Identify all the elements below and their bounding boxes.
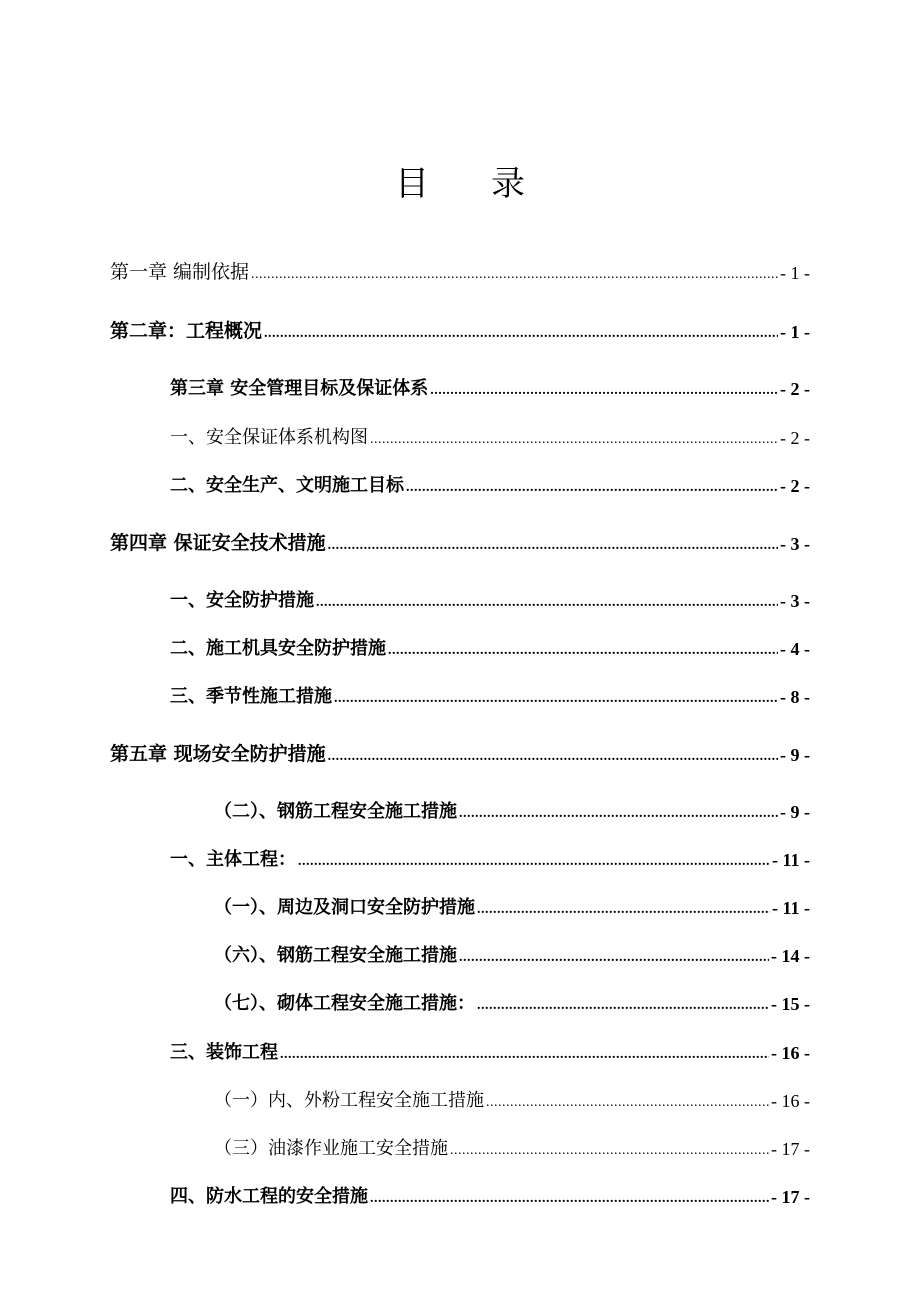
toc-dot-leader: [251, 266, 778, 284]
toc-dot-leader: [328, 537, 778, 555]
toc-dot-leader: [280, 1046, 769, 1064]
toc-entry-safety-goals[interactable]: [170, 467, 810, 497]
toc-entry-decoration-works[interactable]: [170, 1034, 810, 1064]
toc-entry-label: （二）、钢筋工程安全施工措施: [214, 801, 457, 822]
toc-dot-leader: [430, 382, 778, 400]
toc-entry-masonry-safety[interactable]: [214, 985, 810, 1015]
toc-page-number: - 3 -: [780, 591, 810, 611]
toc-entry-edge-opening-protection[interactable]: [214, 889, 810, 919]
toc-entry-label: 第五章 现场安全防护措施: [110, 743, 326, 765]
toc-entry-label: （三）油漆作业施工安全措施: [214, 1138, 448, 1159]
toc-title: [0, 156, 920, 205]
toc-page-number: - 11 -: [772, 850, 810, 870]
toc-page-number: - 11 -: [772, 898, 810, 918]
toc-page-number: - 8 -: [780, 687, 810, 707]
toc-entry-machinery-protection[interactable]: [170, 630, 810, 660]
toc-entry-label: （七）、砌体工程安全施工措施：: [214, 993, 475, 1014]
toc-entry-label: 一、主体工程：: [170, 849, 296, 870]
toc-title-right: 录: [491, 164, 525, 204]
toc-page-number: - 17 -: [771, 1139, 810, 1159]
toc-entry-seasonal-measures[interactable]: [170, 678, 810, 708]
toc-entry-label: （六）、钢筋工程安全施工措施: [214, 945, 457, 966]
toc-page-number: - 14 -: [771, 946, 810, 966]
toc-dot-leader: [450, 1142, 769, 1160]
toc-page-number: - 1 -: [780, 322, 810, 342]
toc-entry-label: 第三章 安全管理目标及保证体系: [170, 378, 429, 399]
toc-entry-rebar-safety-2[interactable]: [214, 793, 810, 823]
toc-entry-label: 第一章 编制依据: [110, 261, 250, 283]
toc-page-number: - 4 -: [780, 639, 810, 659]
toc-entry-chapter-2[interactable]: [110, 313, 810, 343]
toc-entry-label: 二、安全生产、文明施工目标: [170, 475, 404, 496]
toc-entry-chapter-1[interactable]: [110, 254, 810, 284]
toc-entry-label: 第四章 保证安全技术措施: [110, 532, 326, 554]
toc-dot-leader: [388, 642, 778, 660]
toc-dot-leader: [298, 853, 770, 871]
toc-dot-leader: [334, 690, 778, 708]
toc-entry-chapter-4[interactable]: [110, 525, 810, 555]
toc-page-number: - 15 -: [771, 994, 810, 1014]
toc-dot-leader: [264, 325, 778, 343]
toc-entry-plastering-safety[interactable]: [214, 1082, 810, 1112]
toc-entry-label: 第二章：工程概况: [110, 320, 263, 342]
toc-dot-leader: [477, 901, 770, 919]
toc-entry-label: 三、季节性施工措施: [170, 686, 332, 707]
toc-page-number: - 1 -: [780, 263, 810, 283]
toc-page-number: - 9 -: [780, 745, 810, 765]
toc-entry-rebar-safety-6[interactable]: [214, 937, 810, 967]
toc-entry-label: （一）内、外粉工程安全施工措施: [214, 1090, 484, 1111]
toc-entry-waterproofing-safety[interactable]: [170, 1178, 810, 1208]
toc-entry-protection-measures[interactable]: [170, 582, 810, 612]
toc-page-number: - 2 -: [780, 379, 810, 399]
toc-dot-leader: [459, 949, 769, 967]
toc-entry-painting-safety[interactable]: [214, 1130, 810, 1160]
toc-dot-leader: [486, 1094, 769, 1112]
toc-page-number: - 17 -: [771, 1187, 810, 1207]
toc-page-number: - 16 -: [771, 1091, 810, 1111]
toc-title-left: 目: [395, 164, 429, 204]
toc-dot-leader: [406, 479, 778, 497]
toc-entry-label: （一）、周边及洞口安全防护措施: [214, 897, 475, 918]
toc-page-number: - 9 -: [780, 802, 810, 822]
toc-dot-leader: [370, 431, 778, 449]
toc-entry-label: 二、施工机具安全防护措施: [170, 638, 386, 659]
toc-page-number: - 2 -: [780, 476, 810, 496]
toc-entry-chapter-5[interactable]: [110, 736, 810, 766]
toc-page-number: - 2 -: [780, 428, 810, 448]
toc-entry-label: 四、防水工程的安全措施: [170, 1186, 368, 1207]
toc-dot-leader: [328, 748, 778, 766]
toc-dot-leader: [370, 1190, 769, 1208]
toc-dot-leader: [477, 997, 769, 1015]
toc-entry-label: 一、安全保证体系机构图: [170, 427, 368, 448]
toc-entry-main-structure[interactable]: [170, 841, 810, 871]
toc-entry-label: 三、装饰工程: [170, 1042, 278, 1063]
toc-dot-leader: [459, 805, 778, 823]
toc-page-number: - 16 -: [771, 1043, 810, 1063]
toc-dot-leader: [316, 594, 778, 612]
toc-entry-safety-system-chart[interactable]: [170, 419, 810, 449]
toc-page-number: - 3 -: [780, 534, 810, 554]
toc-entry-chapter-3[interactable]: [170, 370, 810, 400]
toc-entry-label: 一、安全防护措施: [170, 590, 314, 611]
